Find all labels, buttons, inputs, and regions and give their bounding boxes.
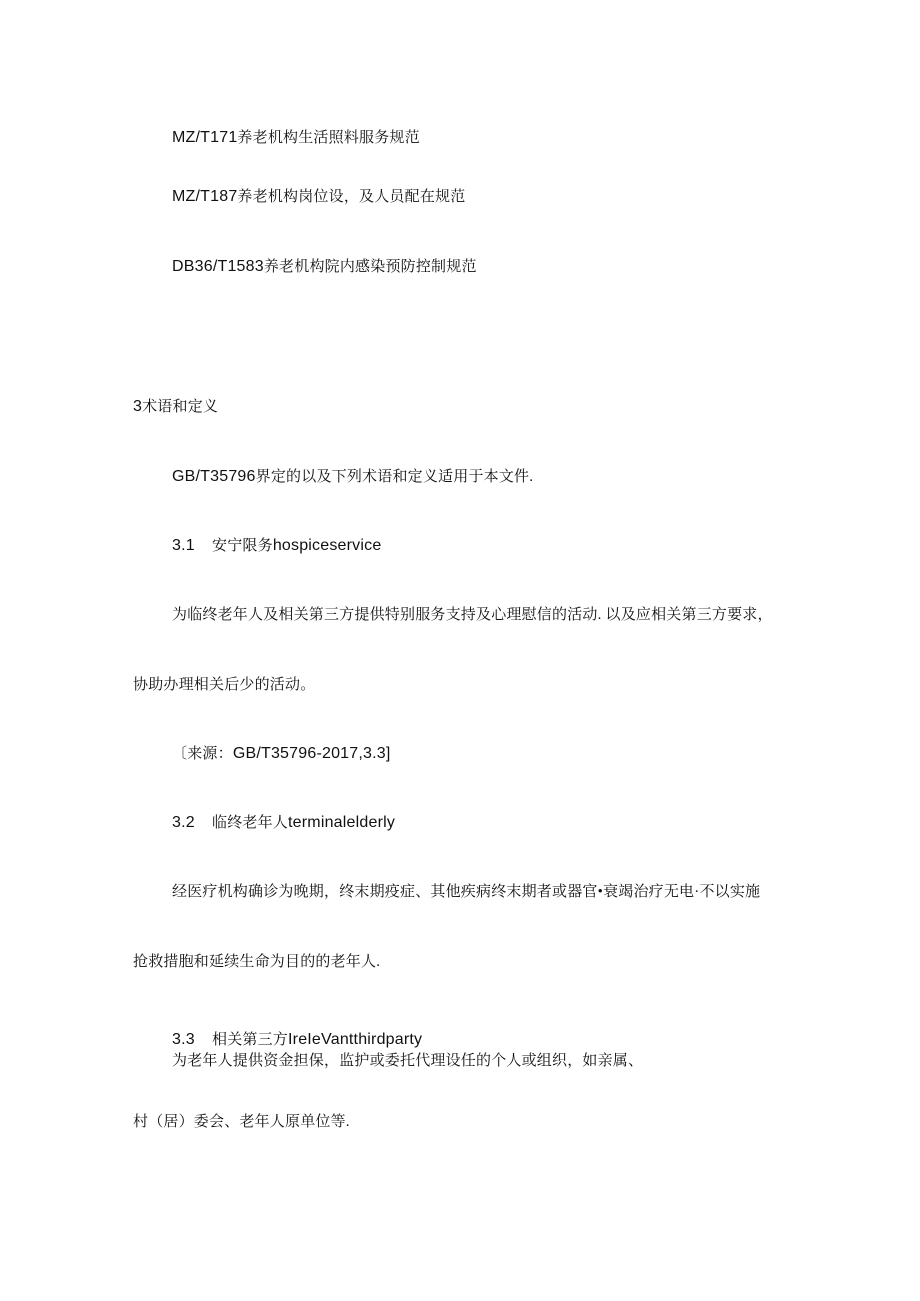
intro-code: GB/T35796	[172, 468, 256, 485]
term-number: 3.1	[172, 537, 195, 554]
term-definition-continued: 村（居）委会、老年人原单位等.	[133, 1114, 350, 1130]
term-english: terminalelderly	[288, 814, 396, 831]
section-heading	[133, 397, 218, 417]
section-title: 术语和定义	[142, 399, 219, 415]
intro-text: 界定的以及下列术语和定义适用于本文件.	[255, 469, 534, 485]
reference-item	[172, 187, 465, 207]
term-definition-continued: 协助办理相关后少的活动。	[133, 677, 316, 693]
reference-code: MZ/T187	[172, 188, 238, 205]
reference-item	[172, 128, 420, 148]
reference-code: MZ/T171	[172, 129, 238, 146]
source-prefix: 〔来源：	[172, 746, 233, 762]
term-number: 3.2	[172, 814, 195, 831]
term-english: IreIeVantthirdparty	[288, 1031, 423, 1048]
section-number: 3	[133, 398, 143, 415]
term-definition-continued: 抢救措胞和延续生命为目的的老年人.	[133, 954, 381, 970]
term-heading	[172, 1030, 422, 1050]
term-chinese: 安宁限务	[212, 538, 273, 554]
term-number: 3.3	[172, 1031, 195, 1048]
source-code: GB/T35796-2017,3.3]	[232, 745, 391, 762]
term-heading	[172, 813, 395, 833]
term-definition: 为临终老年人及相关第三方提供特别服务支持及心理慰信的活动. 以及应相关第三方要求，	[172, 607, 773, 623]
reference-item	[172, 257, 477, 277]
reference-title: 养老机构院内感染预防控制规范	[263, 259, 477, 275]
reference-title: 养老机构生活照料服务规范	[237, 130, 420, 146]
term-definition: 为老年人提供资金担保，监护或委托代理设任的个人或组织，如亲属、	[172, 1053, 644, 1069]
term-definition: 经医疗机构确诊为晚期，终末期疫症、其他疾病终末期者或器官•衰竭治疗无电·不以实施	[172, 884, 761, 900]
intro-paragraph	[172, 467, 533, 487]
term-heading	[172, 536, 381, 556]
term-chinese: 临终老年人	[212, 815, 289, 831]
term-chinese: 相关第三方	[212, 1032, 289, 1048]
reference-code: DB36/T1583	[172, 258, 264, 275]
reference-title: 养老机构岗位设，及人员配在规范	[237, 189, 466, 205]
term-source	[172, 744, 391, 764]
term-english: hospiceservice	[272, 537, 382, 554]
